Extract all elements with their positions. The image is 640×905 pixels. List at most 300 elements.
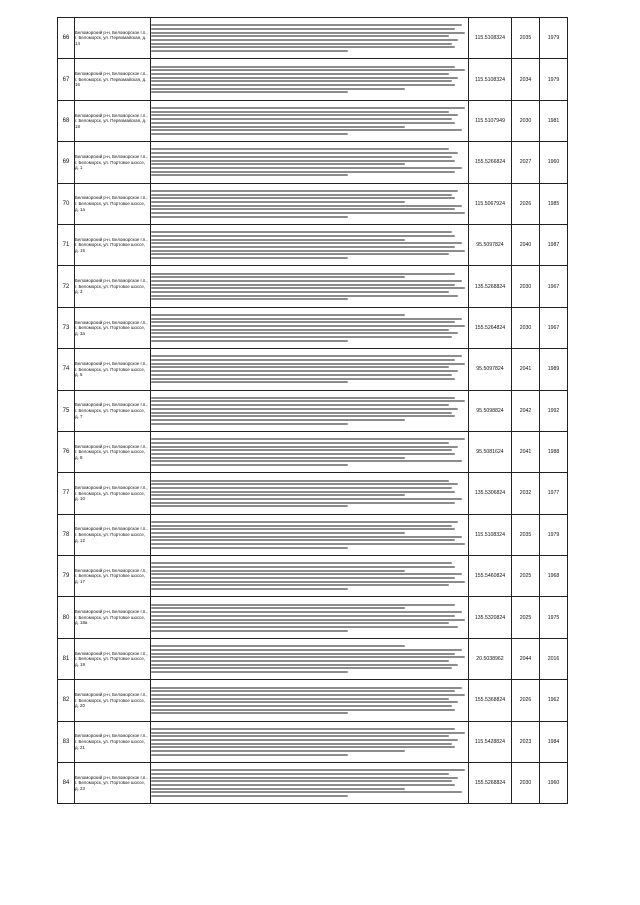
description-line bbox=[151, 795, 348, 797]
address-cell: Беломорский р-н, Беломорское г.п., г. Беломорск, ул. Портовое шоссе, д. 8 bbox=[75, 431, 151, 472]
address-cell: Беломорский р-н, Беломорское г.п., г. Беломорск, ул. Первомайская, д. 16 bbox=[75, 59, 151, 100]
repair-description-cell bbox=[151, 390, 469, 431]
description-text-block bbox=[151, 728, 468, 756]
cost-cell: 115.5108324 bbox=[469, 59, 512, 100]
description-line bbox=[151, 73, 449, 75]
repair-description-cell bbox=[151, 680, 469, 721]
description-line bbox=[151, 480, 449, 482]
description-line bbox=[151, 197, 455, 199]
description-line bbox=[151, 239, 405, 241]
description-line bbox=[151, 370, 458, 372]
cost-cell: 95.5098824 bbox=[469, 390, 512, 431]
description-line bbox=[151, 588, 348, 590]
description-line bbox=[151, 754, 348, 756]
description-line bbox=[151, 750, 405, 752]
repair-description-cell bbox=[151, 597, 469, 638]
description-text-block bbox=[151, 687, 468, 715]
description-line bbox=[151, 171, 455, 173]
repair-year-cell: 2042 bbox=[512, 390, 540, 431]
description-line bbox=[151, 201, 405, 203]
row-number: 74 bbox=[58, 349, 75, 390]
build-year-cell: 1962 bbox=[540, 680, 568, 721]
description-line bbox=[151, 449, 452, 451]
repair-year-cell: 2030 bbox=[512, 266, 540, 307]
address-cell: Беломорский р-н, Беломорское г.п., г. Беломорск, ул. Портовое шоссе, д. 18а bbox=[75, 597, 151, 638]
repair-description-cell bbox=[151, 473, 469, 514]
description-line bbox=[151, 687, 462, 689]
description-text-block bbox=[151, 314, 468, 342]
description-line bbox=[151, 743, 452, 745]
description-line bbox=[151, 626, 458, 628]
table-row bbox=[58, 142, 568, 183]
table-row bbox=[58, 721, 568, 762]
row-number: 83 bbox=[58, 721, 75, 762]
build-year-cell: 1968 bbox=[540, 556, 568, 597]
table-row bbox=[58, 431, 568, 472]
repair-year-cell: 2034 bbox=[512, 59, 540, 100]
description-line bbox=[151, 412, 452, 414]
description-line bbox=[151, 46, 455, 48]
description-line bbox=[151, 630, 348, 632]
description-line bbox=[151, 366, 449, 368]
repair-year-cell: 2026 bbox=[512, 183, 540, 224]
repair-description-cell bbox=[151, 638, 469, 679]
address-cell: Беломорский р-н, Беломорское г.п., г. Беломорск, ул. Портовое шоссе, д. 17 bbox=[75, 556, 151, 597]
cost-cell: 95.5097824 bbox=[469, 349, 512, 390]
row-number: 80 bbox=[58, 597, 75, 638]
description-line bbox=[151, 190, 458, 192]
description-line bbox=[151, 604, 455, 606]
address-cell: Беломорский р-н, Беломорское г.п., г. Беломорск, ул. Портовое шоссе, д. 10 bbox=[75, 473, 151, 514]
table-row bbox=[58, 18, 568, 59]
repair-year-cell: 2032 bbox=[512, 473, 540, 514]
address-cell: Беломорский р-н, Беломорское г.п., г. Беломорск, ул. Портовое шоссе, д. 5 bbox=[75, 349, 151, 390]
description-line bbox=[151, 246, 455, 248]
description-line bbox=[151, 205, 462, 207]
description-line bbox=[151, 77, 458, 79]
description-line bbox=[151, 577, 455, 579]
description-text-block bbox=[151, 645, 468, 673]
cost-cell: 155.5368824 bbox=[469, 680, 512, 721]
description-line bbox=[151, 216, 348, 218]
table-row bbox=[58, 680, 568, 721]
table-row bbox=[58, 763, 568, 804]
description-line bbox=[151, 547, 348, 549]
row-number: 77 bbox=[58, 473, 75, 514]
address-cell: Беломорский р-н, Беломорское г.п., г. Беломорск, ул. Портовое шоссе, д. 15 bbox=[75, 224, 151, 265]
description-text-block bbox=[151, 438, 468, 466]
description-line bbox=[151, 250, 465, 252]
description-line bbox=[151, 739, 458, 741]
description-line bbox=[151, 35, 449, 37]
description-line bbox=[151, 381, 348, 383]
row-number: 72 bbox=[58, 266, 75, 307]
build-year-cell: 1975 bbox=[540, 597, 568, 638]
description-line bbox=[151, 566, 455, 568]
row-number: 78 bbox=[58, 514, 75, 555]
description-line bbox=[151, 532, 405, 534]
description-text-block bbox=[151, 190, 468, 218]
build-year-cell: 1979 bbox=[540, 514, 568, 555]
repair-year-cell: 2030 bbox=[512, 763, 540, 804]
description-text-block bbox=[151, 769, 468, 797]
repair-description-cell bbox=[151, 183, 469, 224]
repair-description-cell bbox=[151, 266, 469, 307]
repair-year-cell: 2026 bbox=[512, 680, 540, 721]
repair-year-cell: 2023 bbox=[512, 721, 540, 762]
description-line bbox=[151, 780, 452, 782]
repair-year-cell: 2040 bbox=[512, 224, 540, 265]
repair-description-cell bbox=[151, 514, 469, 555]
description-line bbox=[151, 769, 465, 771]
description-line bbox=[151, 194, 452, 196]
cost-cell: 155.5264824 bbox=[469, 307, 512, 348]
description-line bbox=[151, 491, 455, 493]
build-year-cell: 1984 bbox=[540, 721, 568, 762]
table-row bbox=[58, 638, 568, 679]
cost-cell: 155.5266824 bbox=[469, 142, 512, 183]
description-line bbox=[151, 483, 458, 485]
description-line bbox=[151, 355, 462, 357]
description-line bbox=[151, 735, 449, 737]
description-text-block bbox=[151, 604, 468, 632]
description-line bbox=[151, 694, 465, 696]
repair-description-cell bbox=[151, 18, 469, 59]
repair-description-cell bbox=[151, 763, 469, 804]
table-row bbox=[58, 183, 568, 224]
description-text-block bbox=[151, 397, 468, 425]
description-line bbox=[151, 690, 455, 692]
description-line bbox=[151, 32, 465, 34]
repair-description-cell bbox=[151, 431, 469, 472]
description-line bbox=[151, 446, 458, 448]
description-line bbox=[151, 615, 455, 617]
description-line bbox=[151, 28, 455, 30]
cost-cell: 115.5428824 bbox=[469, 721, 512, 762]
row-number: 81 bbox=[58, 638, 75, 679]
repair-description-cell bbox=[151, 307, 469, 348]
table-body bbox=[58, 18, 568, 804]
description-line bbox=[151, 607, 405, 609]
description-text-block bbox=[151, 355, 468, 383]
description-text-block bbox=[151, 231, 468, 259]
table-row bbox=[58, 224, 568, 265]
description-line bbox=[151, 129, 462, 131]
description-line bbox=[151, 160, 455, 162]
description-line bbox=[151, 43, 452, 45]
description-line bbox=[151, 701, 458, 703]
cost-cell: 135.5320824 bbox=[469, 597, 512, 638]
address-cell: Беломорский р-н, Беломорское г.п., г. Беломорск, ул. Портовое шоссе, д. 7 bbox=[75, 390, 151, 431]
description-text-block bbox=[151, 521, 468, 549]
description-line bbox=[151, 332, 458, 334]
description-line bbox=[151, 487, 452, 489]
description-line bbox=[151, 291, 449, 293]
table-row bbox=[58, 349, 568, 390]
build-year-cell: 1979 bbox=[540, 59, 568, 100]
repair-year-cell: 2044 bbox=[512, 638, 540, 679]
row-number: 73 bbox=[58, 307, 75, 348]
description-line bbox=[151, 457, 405, 459]
row-number: 71 bbox=[58, 224, 75, 265]
description-line bbox=[151, 118, 452, 120]
address-cell: Беломорский р-н, Беломорское г.п., г. Беломорск, ул. Первомайская, д. 14 bbox=[75, 18, 151, 59]
description-line bbox=[151, 671, 348, 673]
repair-year-cell: 2041 bbox=[512, 349, 540, 390]
table-row bbox=[58, 59, 568, 100]
description-line bbox=[151, 397, 455, 399]
description-line bbox=[151, 126, 405, 128]
table-row bbox=[58, 100, 568, 141]
description-line bbox=[151, 273, 455, 275]
description-line bbox=[151, 325, 465, 327]
table-row bbox=[58, 473, 568, 514]
table-row bbox=[58, 307, 568, 348]
description-line bbox=[151, 460, 462, 462]
description-line bbox=[151, 773, 449, 775]
description-line bbox=[151, 84, 455, 86]
description-line bbox=[151, 133, 348, 135]
description-line bbox=[151, 415, 455, 417]
description-line bbox=[151, 464, 348, 466]
row-number: 82 bbox=[58, 680, 75, 721]
description-line bbox=[151, 505, 348, 507]
address-cell: Беломорский р-н, Беломорское г.п., г. Беломорск, ул. Первомайская, д. 18 bbox=[75, 100, 151, 141]
description-line bbox=[151, 709, 455, 711]
description-line bbox=[151, 363, 465, 365]
table-row bbox=[58, 390, 568, 431]
cost-cell: 115.5108324 bbox=[469, 514, 512, 555]
description-line bbox=[151, 573, 462, 575]
build-year-cell: 2016 bbox=[540, 638, 568, 679]
build-year-cell: 1981 bbox=[540, 100, 568, 141]
description-line bbox=[151, 622, 449, 624]
description-line bbox=[151, 442, 449, 444]
description-line bbox=[151, 732, 465, 734]
repair-description-cell bbox=[151, 59, 469, 100]
cost-cell: 115.5107949 bbox=[469, 100, 512, 141]
repair-year-cell: 2027 bbox=[512, 142, 540, 183]
address-cell: Беломорский р-н, Беломорское г.п., г. Беломорск, ул. Портовое шоссе, д. 1 bbox=[75, 142, 151, 183]
repair-year-cell: 2030 bbox=[512, 307, 540, 348]
description-line bbox=[151, 280, 462, 282]
cost-cell: 135.5306824 bbox=[469, 473, 512, 514]
build-year-cell: 1987 bbox=[540, 224, 568, 265]
description-line bbox=[151, 584, 449, 586]
description-line bbox=[151, 570, 405, 572]
address-cell: Беломорский р-н, Беломорское г.п., г. Беломорск, ул. Портовое шоссе, д. 21 bbox=[75, 721, 151, 762]
description-line bbox=[151, 329, 449, 331]
build-year-cell: 1967 bbox=[540, 266, 568, 307]
description-line bbox=[151, 208, 455, 210]
description-line bbox=[151, 66, 455, 68]
description-line bbox=[151, 664, 458, 666]
address-cell: Беломорский р-н, Беломорское г.п., г. Беломорск, ул. Портовое шоссе, д. 12 bbox=[75, 514, 151, 555]
build-year-cell: 1989 bbox=[540, 349, 568, 390]
description-line bbox=[151, 423, 348, 425]
build-year-cell: 1985 bbox=[540, 183, 568, 224]
description-line bbox=[151, 359, 455, 361]
cost-cell: 155.5268824 bbox=[469, 763, 512, 804]
build-year-cell: 1960 bbox=[540, 763, 568, 804]
description-line bbox=[151, 152, 458, 154]
description-line bbox=[151, 318, 462, 320]
description-line bbox=[151, 257, 348, 259]
description-line bbox=[151, 156, 452, 158]
description-line bbox=[151, 528, 455, 530]
description-line bbox=[151, 498, 462, 500]
row-number: 76 bbox=[58, 431, 75, 472]
row-number: 79 bbox=[58, 556, 75, 597]
description-line bbox=[151, 653, 455, 655]
description-line bbox=[151, 80, 452, 82]
description-line bbox=[151, 404, 449, 406]
description-line bbox=[151, 122, 455, 124]
description-line bbox=[151, 336, 452, 338]
address-cell: Беломорский р-н, Беломорское г.п., г. Беломорск, ул. Портовое шоссе, д. 3 bbox=[75, 266, 151, 307]
description-line bbox=[151, 374, 452, 376]
description-text-block bbox=[151, 24, 468, 52]
address-cell: Беломорский р-н, Беломорское г.п., г. Беломорск, ул. Портовое шоссе, д. 20 bbox=[75, 680, 151, 721]
description-line bbox=[151, 581, 465, 583]
description-line bbox=[151, 107, 465, 109]
description-text-block bbox=[151, 66, 468, 94]
description-line bbox=[151, 69, 465, 71]
description-line bbox=[151, 562, 452, 564]
description-line bbox=[151, 728, 455, 730]
table-row bbox=[58, 556, 568, 597]
description-line bbox=[151, 777, 458, 779]
cost-cell: 20.5038962 bbox=[469, 638, 512, 679]
row-number: 68 bbox=[58, 100, 75, 141]
build-year-cell: 1992 bbox=[540, 390, 568, 431]
table-row bbox=[58, 597, 568, 638]
description-line bbox=[151, 667, 452, 669]
repair-year-cell: 2035 bbox=[512, 514, 540, 555]
repair-year-cell: 2030 bbox=[512, 100, 540, 141]
description-line bbox=[151, 656, 465, 658]
description-line bbox=[151, 453, 455, 455]
description-line bbox=[151, 712, 348, 714]
description-text-block bbox=[151, 480, 468, 508]
address-cell: Беломорский р-н, Беломорское г.п., г. Беломорск, ул. Портовое шоссе, д. 19 bbox=[75, 638, 151, 679]
table-row bbox=[58, 266, 568, 307]
address-cell: Беломорский р-н, Беломорское г.п., г. Беломорск, ул. Портовое шоссе, д. 23 bbox=[75, 763, 151, 804]
repair-description-cell bbox=[151, 142, 469, 183]
description-line bbox=[151, 231, 452, 233]
description-line bbox=[151, 298, 348, 300]
description-line bbox=[151, 253, 449, 255]
description-line bbox=[151, 698, 449, 700]
description-line bbox=[151, 502, 455, 504]
description-line bbox=[151, 242, 462, 244]
description-line bbox=[151, 619, 465, 621]
description-line bbox=[151, 167, 462, 169]
repair-register-table bbox=[57, 17, 568, 804]
description-line bbox=[151, 39, 458, 41]
cost-cell: 155.5460824 bbox=[469, 556, 512, 597]
cost-cell: 95.5081624 bbox=[469, 431, 512, 472]
description-line bbox=[151, 212, 465, 214]
build-year-cell: 1967 bbox=[540, 307, 568, 348]
description-line bbox=[151, 88, 405, 90]
description-line bbox=[151, 660, 449, 662]
description-line bbox=[151, 114, 458, 116]
description-line bbox=[151, 340, 348, 342]
repair-year-cell: 2041 bbox=[512, 431, 540, 472]
description-text-block bbox=[151, 562, 468, 590]
repair-year-cell: 2025 bbox=[512, 597, 540, 638]
description-line bbox=[151, 235, 455, 237]
description-line bbox=[151, 314, 405, 316]
description-line bbox=[151, 295, 458, 297]
build-year-cell: 1979 bbox=[540, 18, 568, 59]
description-line bbox=[151, 400, 465, 402]
description-line bbox=[151, 91, 348, 93]
description-line bbox=[151, 50, 348, 52]
row-number: 69 bbox=[58, 142, 75, 183]
description-line bbox=[151, 784, 455, 786]
description-line bbox=[151, 525, 452, 527]
description-line bbox=[151, 287, 465, 289]
description-line bbox=[151, 539, 455, 541]
cost-cell: 135.5268824 bbox=[469, 266, 512, 307]
description-text-block bbox=[151, 273, 468, 301]
description-line bbox=[151, 611, 462, 613]
build-year-cell: 1960 bbox=[540, 142, 568, 183]
cost-cell: 115.5108324 bbox=[469, 18, 512, 59]
description-line bbox=[151, 791, 462, 793]
cost-cell: 115.5067924 bbox=[469, 183, 512, 224]
description-line bbox=[151, 111, 449, 113]
address-cell: Беломорский р-н, Беломорское г.п., г. Беломорск, ул. Портовое шоссе, д. 1а bbox=[75, 183, 151, 224]
description-line bbox=[151, 24, 462, 26]
repair-year-cell: 2025 bbox=[512, 556, 540, 597]
row-number: 66 bbox=[58, 18, 75, 59]
description-line bbox=[151, 543, 465, 545]
repair-year-cell: 2035 bbox=[512, 18, 540, 59]
row-number: 67 bbox=[58, 59, 75, 100]
cost-cell: 95.5097824 bbox=[469, 224, 512, 265]
description-line bbox=[151, 163, 405, 165]
description-line bbox=[151, 645, 405, 647]
description-line bbox=[151, 705, 452, 707]
repair-description-cell bbox=[151, 100, 469, 141]
repair-description-cell bbox=[151, 349, 469, 390]
description-line bbox=[151, 438, 465, 440]
description-text-block bbox=[151, 107, 468, 135]
description-line bbox=[151, 284, 455, 286]
description-line bbox=[151, 746, 455, 748]
description-line bbox=[151, 378, 455, 380]
description-line bbox=[151, 148, 449, 150]
description-line bbox=[151, 494, 405, 496]
description-line bbox=[151, 419, 405, 421]
description-line bbox=[151, 174, 348, 176]
description-line bbox=[151, 276, 405, 278]
repair-description-cell bbox=[151, 721, 469, 762]
build-year-cell: 1988 bbox=[540, 431, 568, 472]
description-line bbox=[151, 536, 462, 538]
build-year-cell: 1977 bbox=[540, 473, 568, 514]
row-number: 75 bbox=[58, 390, 75, 431]
description-line bbox=[151, 408, 458, 410]
table-row bbox=[58, 514, 568, 555]
repair-description-cell bbox=[151, 556, 469, 597]
row-number: 70 bbox=[58, 183, 75, 224]
description-line bbox=[151, 521, 458, 523]
description-line bbox=[151, 649, 462, 651]
